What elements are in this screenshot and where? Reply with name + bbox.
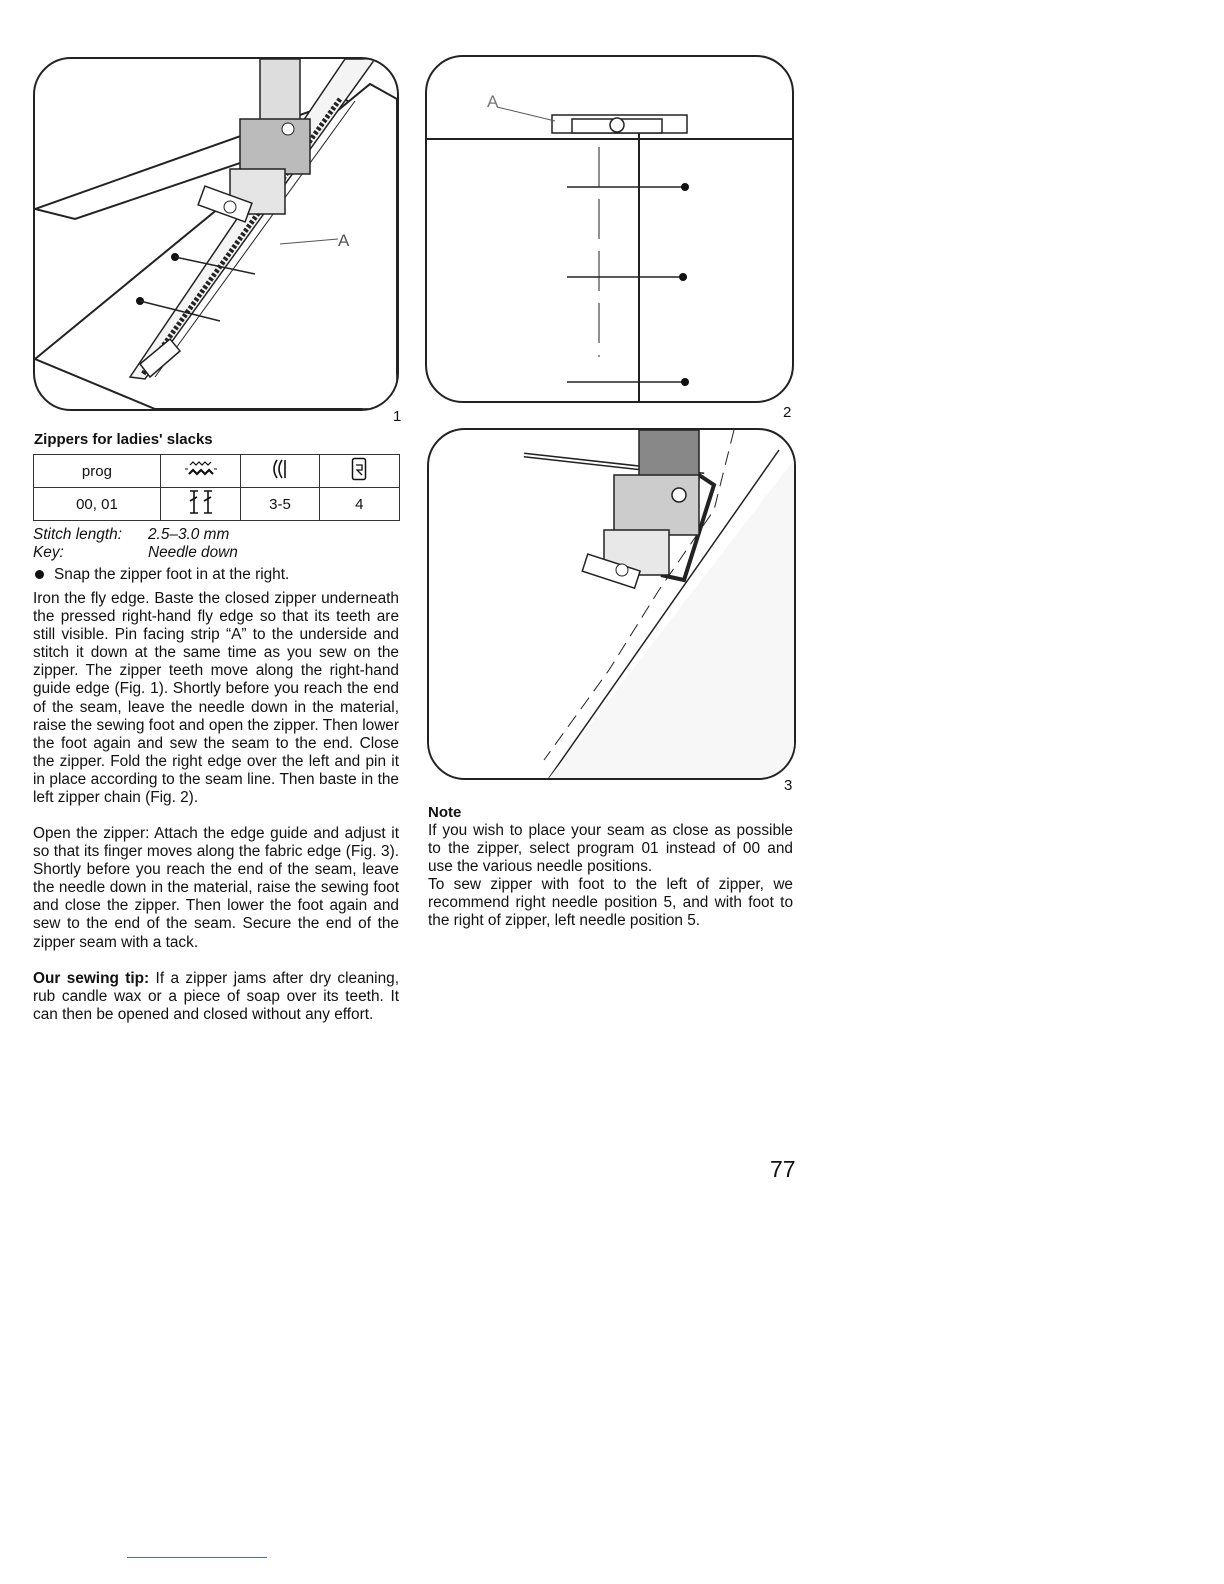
figure-1 bbox=[33, 57, 399, 411]
figure-1-number: 1 bbox=[393, 408, 402, 425]
figure-3-number: 3 bbox=[784, 777, 793, 794]
figure-3 bbox=[427, 428, 796, 780]
section-title: Zippers for ladies' slacks bbox=[34, 431, 213, 448]
instructions-para-2: Open the zipper: Attach the edge guide and adjust it so that its finger moves along the fabric edge (Fig. 3). Shortly before you reach the end of the seam, leave the needle down in the material, raise the sewing foot and close the zipper. Then lower the foot again and sew to the end of the seam. Secure the end of the zipper seam with a tack. bbox=[33, 825, 399, 951]
figure-2-label-a: A bbox=[487, 92, 499, 111]
stitch-length-line bbox=[33, 526, 229, 544]
figure-3-illustration bbox=[429, 430, 794, 778]
figure-2 bbox=[425, 55, 794, 403]
note-para-1: If you wish to place your seam as close as possible to the zipper, select program 01 instead of 00 and use the various needle positions. bbox=[428, 822, 793, 876]
stitch-width-icon bbox=[184, 459, 218, 479]
stitch-length-value: 2.5–3.0 mm bbox=[148, 526, 230, 543]
settings-table-value-row bbox=[34, 488, 400, 521]
note-title: Note bbox=[428, 804, 462, 821]
header-prog: prog bbox=[34, 455, 161, 488]
bullet-text: Snap the zipper foot in at the right. bbox=[54, 566, 290, 583]
bullet-item bbox=[33, 566, 289, 584]
presser-foot-icon bbox=[351, 457, 367, 481]
key-label: Key: bbox=[33, 544, 64, 561]
sewing-tip bbox=[33, 970, 399, 1024]
key-line bbox=[33, 544, 238, 562]
stitch-length-label: Stitch length: bbox=[33, 526, 122, 543]
settings-table-header-row bbox=[34, 455, 400, 488]
sewing-tip-label: Our sewing tip: bbox=[33, 970, 150, 987]
settings-table bbox=[33, 454, 400, 521]
needle-position-value: 3-5 bbox=[241, 488, 319, 521]
figure-2-illustration bbox=[427, 57, 792, 401]
foot-value: 4 bbox=[319, 488, 399, 521]
bottom-rule bbox=[127, 1557, 267, 1558]
key-value: Needle down bbox=[148, 544, 238, 561]
header-presser-foot-icon bbox=[319, 455, 399, 488]
figure-2-number: 2 bbox=[783, 404, 792, 421]
header-stitch-width-icon bbox=[160, 455, 240, 488]
header-needle-position-icon bbox=[241, 455, 319, 488]
instructions-para-1: Iron the fly edge. Baste the closed zipper underneath the pressed right-hand fly edge so that its teeth are still visible. Pin facing strip “A” to the underside and stitch it down at the same time as you sew on the zipper. The zipper teeth move along the right-hand guide edge (Fig. 1). Shortly before you reach the end of the seam, leave the needle down in the material, raise the sewing foot and open the zipper. Then lower the foot again and sew the seam to the end. Close the zipper. Fold the right edge over the left and pin it in place according to the seam line. Then baste in the left zipper chain (Fig. 2). bbox=[33, 590, 399, 807]
figure-1-label-a: A bbox=[338, 231, 350, 250]
note-para-2: To sew zipper with foot to the left of zipper, we recommend right needle position 5, and with foot to the right of zipper, left needle position 5. bbox=[428, 876, 793, 930]
page-number: 77 bbox=[770, 1156, 796, 1182]
needle-position-icon bbox=[270, 458, 290, 480]
sewing-tip-text: If a zipper jams after dry cleaning, rub candle wax or a piece of soap over its teeth. It can then be opened and closed without any effort. bbox=[33, 970, 400, 1024]
prog-value: 00, 01 bbox=[34, 488, 161, 521]
straight-stitch-icon bbox=[184, 488, 218, 516]
stitch-symbol-icon bbox=[160, 488, 240, 521]
bullet-dot bbox=[35, 570, 44, 579]
